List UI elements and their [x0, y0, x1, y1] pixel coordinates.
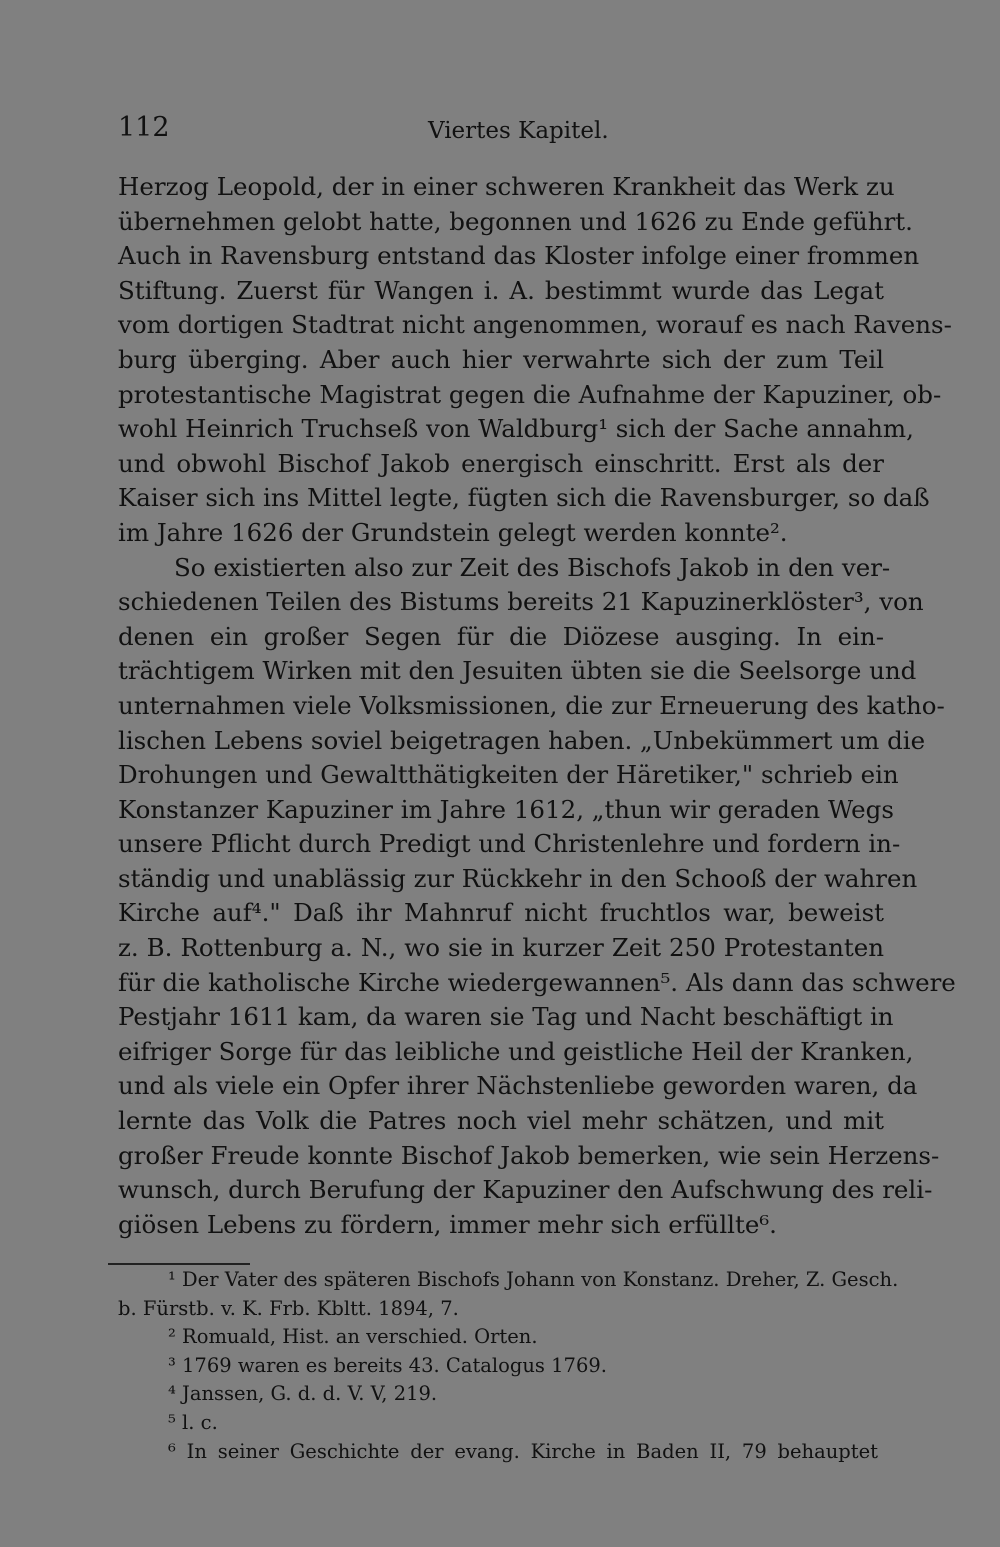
footnote-line: ⁶ In seiner Geschichte der evang. Kirche in Baden II, 79 behauptet [168, 1439, 878, 1463]
footnote-line: ³ 1769 waren es bereits 43. Catalogus 1769. [168, 1353, 607, 1377]
footnote-divider [108, 1263, 250, 1265]
footnote-line: ¹ Der Vater des späteren Bischofs Johann von Konstanz. Dreher, Z. Gesch. [168, 1268, 899, 1291]
text-line: Herzog Leopold, der in einer schweren Krankheit das Werk zu [118, 172, 895, 201]
text-line: trächtigem Wirken mit den Jesuiten übten sie die Seelsorge und [118, 656, 917, 686]
text-line: schiedenen Teilen des Bistums bereits 21 Kapuzinerklöster³, von [118, 587, 924, 617]
text-line: unsere Pflicht durch Predigt und Christenlehre und fordern in- [118, 829, 901, 859]
text-line: vom dortigen Stadtrat nicht angenommen, worauf es nach Ravens- [118, 310, 952, 340]
text-line: und als viele ein Opfer ihrer Nächstenliebe geworden waren, da [118, 1071, 918, 1101]
text-line: Kirche auf⁴." Daß ihr Mahnruf nicht fruchtlos war, beweist [118, 898, 884, 928]
text-line: z. B. Rottenburg a. N., wo sie in kurzer Zeit 250 Protestanten [118, 933, 884, 963]
footnote-line: ⁴ Janssen, G. d. d. V. V, 219. [168, 1382, 438, 1406]
footnote-line: ⁵ l. c. [168, 1410, 218, 1434]
text-line: Konstanzer Kapuziner im Jahre 1612, „thun wir geraden Wegs [118, 794, 894, 824]
text-line: unternahmen viele Volksmissionen, die zur Erneuerung des katho- [118, 690, 945, 720]
text-line: eifriger Sorge für das leibliche und geistliche Heil der Kranken, [118, 1036, 914, 1066]
text-line: wunsch, durch Berufung der Kapuziner den Aufschwung des reli- [118, 1175, 933, 1205]
text-line: giösen Lebens zu fördern, immer mehr sich erfüllte⁶. [118, 1209, 777, 1239]
text-line: ständig und unablässig zur Rückkehr in den Schooß der wahren [118, 863, 918, 893]
text-line: So existierten also zur Zeit des Bischofs Jakob in den ver- [174, 552, 891, 582]
footnotes [118, 1266, 899, 1466]
text-line: protestantische Magistrat gegen die Aufnahme der Kapuziner, ob- [118, 379, 942, 409]
text-line: im Jahre 1626 der Grundstein gelegt werden konnte². [118, 517, 788, 547]
text-line: Auch in Ravensburg entstand das Kloster infolge einer frommen [118, 241, 920, 271]
text-line: für die katholische Kirche wiedergewannen⁵. Als dann das schwere [118, 967, 956, 997]
chapter-title: Viertes Kapitel. [428, 118, 609, 144]
running-head [118, 112, 882, 152]
text-line: übernehmen gelobt hatte, begonnen und 1626 zu Ende geführt. [118, 206, 913, 236]
text-line: Kaiser sich ins Mittel legte, fügten sich die Ravensburger, so daß [118, 483, 930, 513]
text-line: denen ein großer Segen für die Diözese ausging. In ein- [118, 621, 884, 651]
body-text [118, 170, 956, 1242]
footnote-line: ² Romuald, Hist. an verschied. Orten. [168, 1325, 538, 1349]
text-line: und obwohl Bischof Jakob energisch einschritt. Erst als der [118, 448, 884, 478]
text-line: burg überging. Aber auch hier verwahrte sich der zum Teil [118, 344, 884, 374]
text-line: wohl Heinrich Truchseß von Waldburg¹ sich der Sache annahm, [118, 414, 914, 444]
text-line: Pestjahr 1611 kam, da waren sie Tag und Nacht beschäftigt in [118, 1002, 894, 1032]
text-line: Drohungen und Gewaltthätigkeiten der Häretiker," schrieb ein [118, 760, 899, 790]
text-line: lernte das Volk die Patres noch viel mehr schätzen, und mit [118, 1106, 884, 1136]
text-line: lischen Lebens soviel beigetragen haben. „Unbekümmert um die [118, 725, 926, 755]
text-line: Stiftung. Zuerst für Wangen i. A. bestimmt wurde das Legat [118, 275, 884, 305]
text-line: großer Freude konnte Bischof Jakob bemerken, wie sein Herzens- [118, 1140, 940, 1170]
page-number: 112 [118, 112, 170, 143]
footnote-line: b. Fürstb. v. K. Frb. Kbltt. 1894, 7. [118, 1296, 459, 1320]
